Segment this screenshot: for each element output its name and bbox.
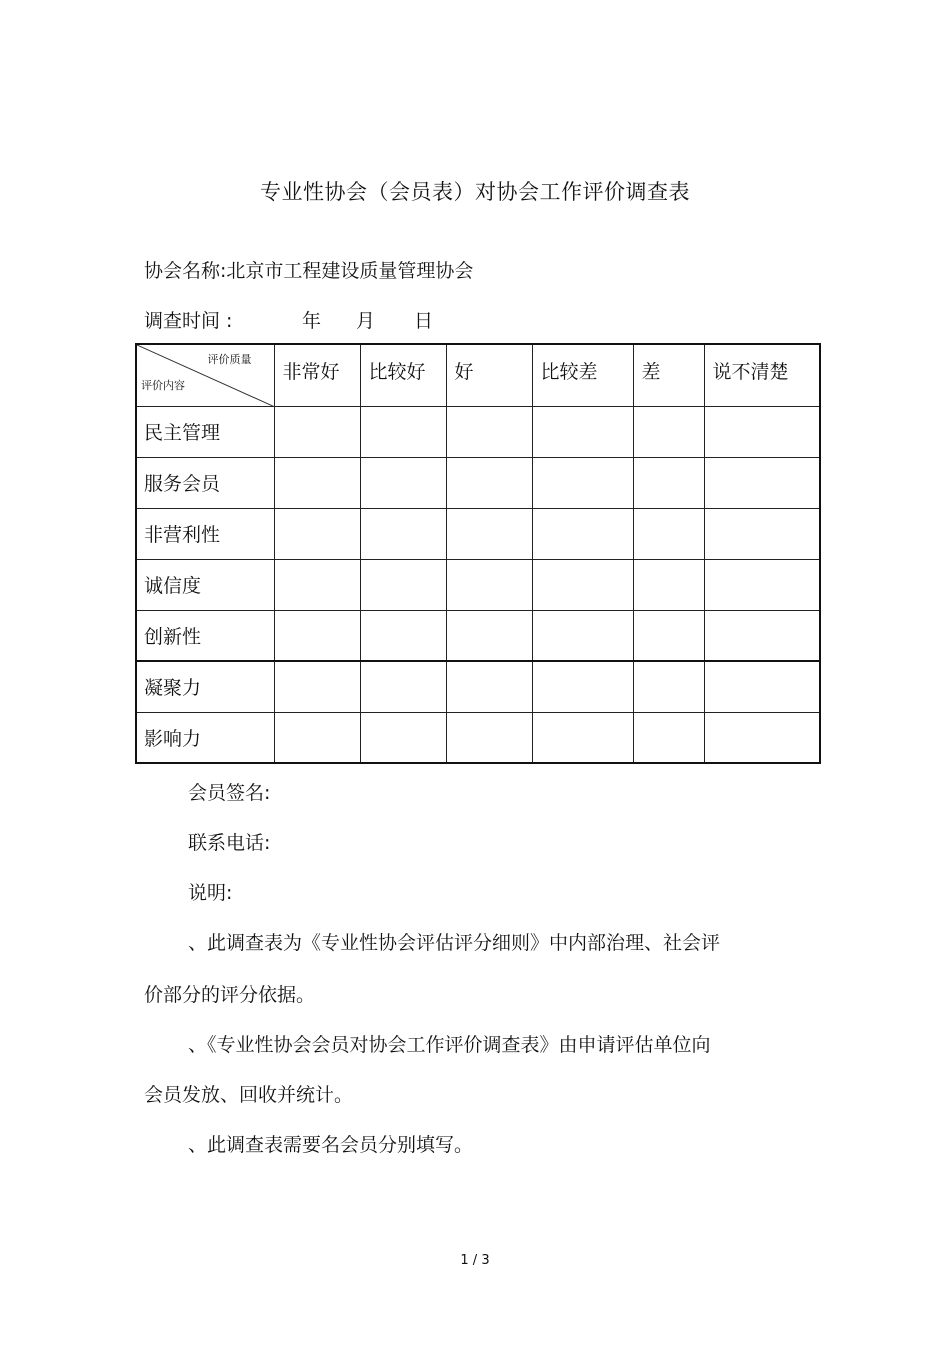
rating-cell[interactable]	[704, 559, 820, 610]
corner-label-content: 评价内容	[141, 379, 185, 392]
table-row	[136, 712, 820, 763]
rating-cell[interactable]	[633, 508, 704, 559]
rating-cell[interactable]	[633, 610, 704, 661]
rating-cell[interactable]	[532, 610, 633, 661]
association-name-line	[144, 256, 473, 283]
rating-cell[interactable]	[532, 559, 633, 610]
table-row	[136, 610, 820, 661]
rating-cell[interactable]	[446, 610, 532, 661]
table-row	[136, 661, 820, 712]
note-item-2-line-2: 会员发放、回收并统计。	[144, 1084, 354, 1106]
rating-cell[interactable]	[360, 559, 446, 610]
member-signature-label: 会员签名:	[188, 782, 271, 804]
rating-cell[interactable]	[704, 712, 820, 763]
rating-cell[interactable]	[633, 559, 704, 610]
page-number: 1 / 3	[460, 1253, 490, 1268]
diagonal-header-cell	[136, 344, 274, 406]
rating-cell[interactable]	[274, 457, 360, 508]
rating-cell[interactable]	[633, 406, 704, 457]
rating-cell[interactable]	[532, 457, 633, 508]
row-label: 民主管理	[136, 406, 274, 457]
association-name-value: 北京市工程建设质量管理协会	[226, 260, 474, 282]
row-label: 诚信度	[136, 559, 274, 610]
rating-cell[interactable]	[633, 712, 704, 763]
row-label: 非营利性	[136, 508, 274, 559]
note-item-2-line-1: 、《专业性协会会员对协会工作评价调查表》由申请评估单位向	[188, 1034, 711, 1056]
rating-cell[interactable]	[532, 712, 633, 763]
association-name-separator: :	[220, 260, 227, 282]
survey-date-year: 年	[302, 310, 322, 332]
rating-cell[interactable]	[446, 457, 532, 508]
association-name-label: 协会名称	[144, 260, 221, 282]
rating-cell[interactable]	[446, 508, 532, 559]
rating-cell[interactable]	[360, 712, 446, 763]
note-item-3-line-1: 、此调查表需要名会员分别填写。	[188, 1134, 474, 1156]
rating-cell[interactable]	[704, 661, 820, 712]
rating-cell[interactable]	[704, 610, 820, 661]
rating-cell[interactable]	[633, 457, 704, 508]
notes-label: 说明:	[188, 882, 233, 904]
rating-cell[interactable]	[446, 712, 532, 763]
column-header: 比较好	[360, 344, 446, 406]
rating-cell[interactable]	[360, 661, 446, 712]
rating-cell[interactable]	[446, 661, 532, 712]
column-header: 比较差	[532, 344, 633, 406]
table-row	[136, 457, 820, 508]
rating-cell[interactable]	[360, 457, 446, 508]
page-title: 专业性协会（会员表）对协会工作评价调查表	[260, 180, 690, 204]
row-label: 创新性	[136, 610, 274, 661]
contact-phone-label: 联系电话:	[188, 832, 271, 854]
evaluation-table	[135, 343, 821, 764]
column-header: 说不清楚	[704, 344, 820, 406]
rating-cell[interactable]	[274, 610, 360, 661]
rating-cell[interactable]	[274, 712, 360, 763]
column-header: 好	[446, 344, 532, 406]
row-label: 服务会员	[136, 457, 274, 508]
rating-cell[interactable]	[704, 406, 820, 457]
rating-cell[interactable]	[704, 508, 820, 559]
rating-cell[interactable]	[360, 610, 446, 661]
rating-cell[interactable]	[274, 508, 360, 559]
table-row	[136, 406, 820, 457]
survey-date-day: 日	[414, 310, 434, 332]
rating-cell[interactable]	[446, 559, 532, 610]
rating-cell[interactable]	[633, 661, 704, 712]
corner-label-quality: 评价质量	[207, 353, 252, 366]
survey-date-month: 月	[356, 310, 376, 332]
table-header-row	[136, 344, 820, 406]
rating-cell[interactable]	[532, 508, 633, 559]
rating-cell[interactable]	[274, 661, 360, 712]
column-header: 非常好	[274, 344, 360, 406]
row-label: 影响力	[136, 712, 274, 763]
note-item-1-line-1: 、此调查表为《专业性协会评估评分细则》中内部治理、社会评	[188, 932, 721, 954]
rating-cell[interactable]	[704, 457, 820, 508]
rating-cell[interactable]	[274, 406, 360, 457]
table-row	[136, 559, 820, 610]
diagonal-divider-line	[137, 345, 275, 407]
rating-cell[interactable]	[532, 406, 633, 457]
rating-cell[interactable]	[532, 661, 633, 712]
table-row	[136, 508, 820, 559]
note-item-1-line-2: 价部分的评分依据。	[144, 984, 316, 1006]
row-label: 凝聚力	[136, 661, 274, 712]
column-header: 差	[633, 344, 704, 406]
rating-cell[interactable]	[446, 406, 532, 457]
survey-date-label: 调查时间 :	[144, 310, 233, 332]
rating-cell[interactable]	[274, 559, 360, 610]
rating-cell[interactable]	[360, 508, 446, 559]
rating-cell[interactable]	[360, 406, 446, 457]
